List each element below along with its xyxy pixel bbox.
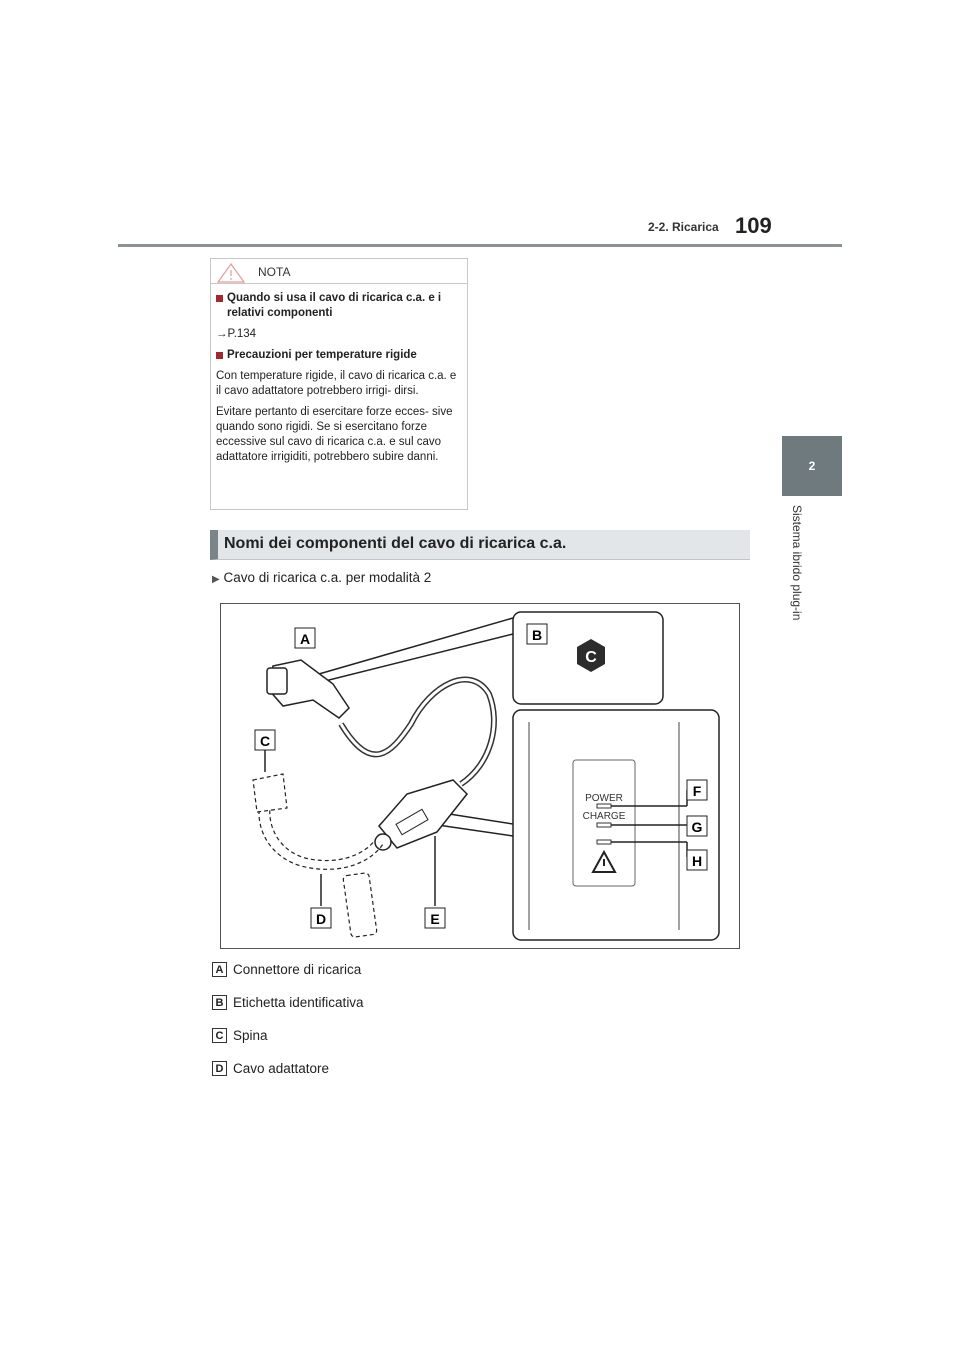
legend-key: C bbox=[212, 1028, 227, 1043]
chapter-number: 2 bbox=[808, 459, 816, 473]
legend-text: Cavo adattatore bbox=[233, 1061, 330, 1076]
charging-cable-illustration bbox=[221, 604, 739, 948]
legend-item-a bbox=[212, 962, 361, 977]
legend-text: Connettore di ricarica bbox=[233, 962, 362, 977]
label-h: H bbox=[691, 853, 703, 869]
warning-icon bbox=[216, 262, 246, 284]
page-number: 109 bbox=[735, 213, 772, 238]
legend-key: D bbox=[212, 1061, 227, 1076]
section-heading: Nomi dei componenti del cavo di ricarica c.a. bbox=[224, 535, 567, 552]
label-b: B bbox=[531, 627, 543, 643]
note-divider bbox=[211, 283, 467, 284]
note-heading-2: Precauzioni per temperature rigide bbox=[216, 348, 461, 363]
note-reference[interactable]: →P.134 bbox=[216, 328, 257, 340]
section-label: 2-2. Ricarica bbox=[648, 220, 719, 234]
chapter-title: Sistema ibrido plug-in bbox=[790, 505, 804, 621]
label-g: G bbox=[691, 819, 703, 835]
note-body bbox=[216, 291, 461, 471]
legend-text: Spina bbox=[233, 1028, 268, 1043]
chapter-tab bbox=[782, 436, 842, 496]
legend-item-c bbox=[212, 1028, 268, 1043]
header-rule bbox=[118, 244, 842, 247]
note-paragraph-2: Evitare pertanto di esercitare forze ecces- sive quando sono rigidi. Se si esercitano forze eccessive sul cavo di ricarica c.a. e sul cavo adattatore irrigiditi, potrebbero subire danni. bbox=[216, 406, 453, 463]
legend-item-d bbox=[212, 1061, 329, 1076]
label-f: F bbox=[692, 783, 702, 799]
label-a: A bbox=[299, 631, 311, 647]
bullet-square-icon bbox=[216, 295, 223, 302]
sub-bullet-text: Cavo di ricarica c.a. per modalità 2 bbox=[223, 570, 432, 585]
note-paragraph-1: Con temperature rigide, il cavo di ricarica c.a. e il cavo adattatore potrebbero irrigi- dirsi. bbox=[216, 370, 457, 397]
label-d: D bbox=[315, 911, 327, 927]
legend-key: B bbox=[212, 995, 227, 1010]
component-diagram bbox=[220, 603, 740, 949]
legend-item-b bbox=[212, 995, 364, 1010]
note-heading-1: Quando si usa il cavo di ricarica c.a. e i relativi componenti bbox=[216, 291, 461, 321]
panel-charge-text: CHARGE bbox=[582, 811, 626, 822]
legend-text: Etichetta identificativa bbox=[233, 995, 364, 1010]
panel-power-text: POWER bbox=[585, 793, 623, 804]
note-title: NOTA bbox=[258, 265, 291, 279]
label-c: C bbox=[259, 733, 271, 749]
triangle-bullet-icon: ▶ bbox=[212, 574, 220, 585]
legend-key: A bbox=[212, 962, 227, 977]
hex-label: C bbox=[585, 649, 597, 666]
bullet-square-icon bbox=[216, 352, 223, 359]
sub-bullet bbox=[212, 570, 431, 585]
label-e: E bbox=[430, 911, 440, 927]
